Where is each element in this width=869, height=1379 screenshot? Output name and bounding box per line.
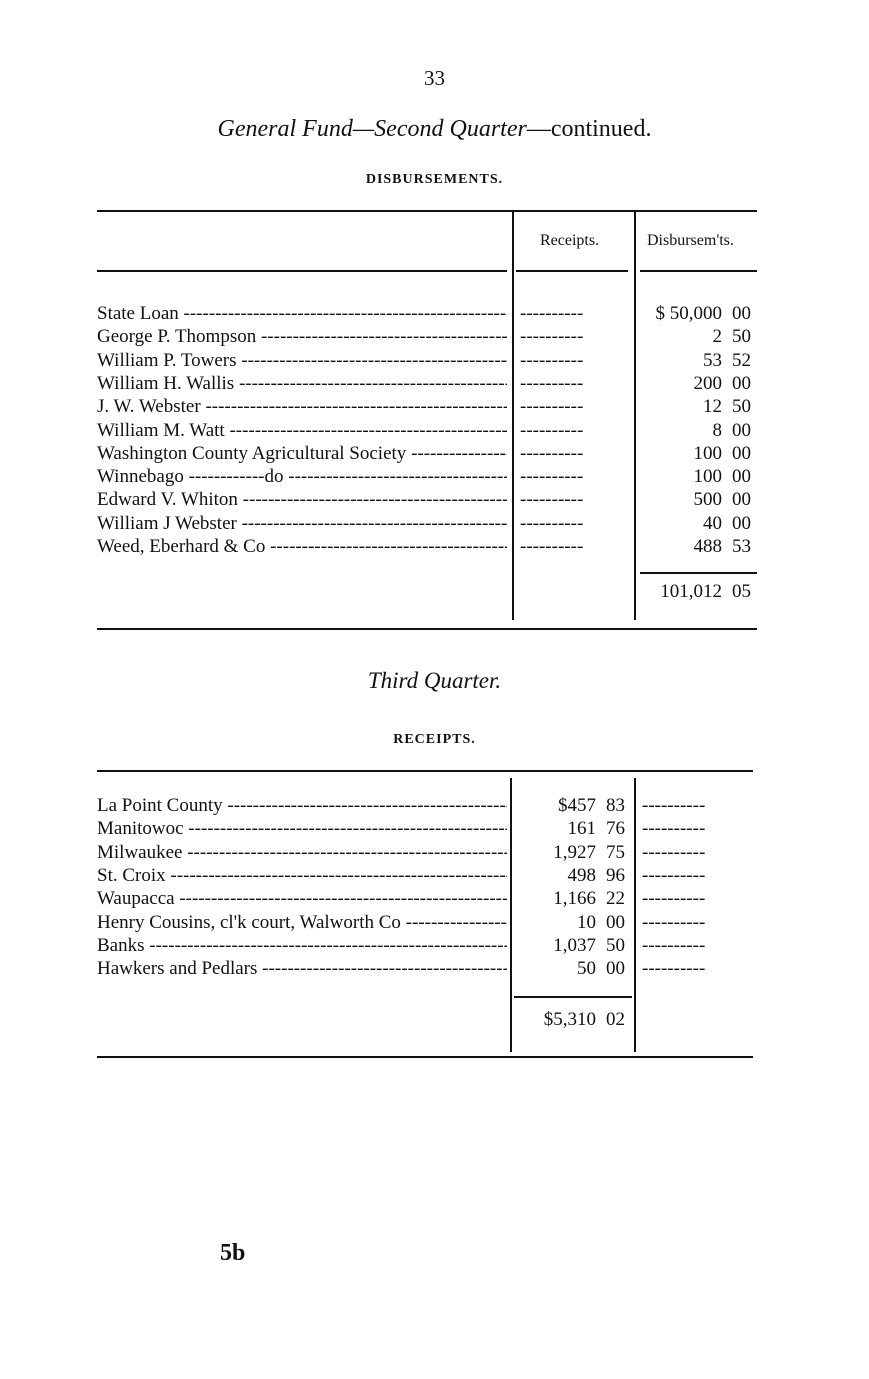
disbursements-total-row bbox=[0, 580, 869, 603]
amount-cents: 76 bbox=[606, 818, 625, 840]
amount-cents: 22 bbox=[606, 888, 625, 910]
table2-top-rule bbox=[97, 770, 753, 772]
receipts-dash-cell: ---------- bbox=[520, 442, 584, 464]
amount-dollars: 488 bbox=[693, 536, 722, 557]
amount-cents: 00 bbox=[732, 442, 751, 464]
heading-italic: General Fund—Second Quarter bbox=[217, 116, 527, 142]
receipts-dash-cell: ---------- bbox=[520, 349, 584, 371]
receipts-label: RECEIPTS. bbox=[393, 732, 476, 747]
receipt-row bbox=[0, 864, 869, 887]
amount-dollars: 100 bbox=[693, 466, 722, 488]
receipts-dash-cell: ---------- bbox=[520, 396, 584, 418]
amount-dollars: 40 bbox=[703, 512, 722, 534]
disbursement-row bbox=[0, 372, 869, 395]
amount-dollars: 53 bbox=[703, 349, 722, 371]
source-name: Milwaukee ----- bbox=[97, 841, 507, 864]
disbursements-dash-cell: ---------- bbox=[642, 818, 706, 840]
amount-cents: 52 bbox=[732, 349, 751, 371]
disbursements-dash-cell: ---------- bbox=[642, 841, 706, 863]
amount-dollars: 1,037 bbox=[553, 934, 596, 956]
disbursement-row bbox=[0, 512, 869, 535]
amount-cents: 00 bbox=[732, 489, 751, 511]
disbursements-dash-cell: ---------- bbox=[642, 864, 706, 886]
amount-cents: 75 bbox=[606, 841, 625, 863]
amount-cents: 83 bbox=[606, 795, 625, 816]
payee-name: Edward V. Whiton ----- bbox=[97, 488, 507, 511]
source-name: Hawkers and Pedlars ----- bbox=[97, 957, 507, 980]
disbursement-row bbox=[0, 488, 869, 511]
amount-cents: 00 bbox=[732, 512, 751, 534]
disbursement-row bbox=[0, 465, 869, 488]
payee-name: J. W. Webster ----- bbox=[97, 395, 507, 418]
receipts-dash-cell: ---------- bbox=[520, 466, 584, 488]
col-disbursements-header: Disbursem'ts. bbox=[647, 232, 734, 249]
amount-dollars: 50 bbox=[577, 958, 596, 980]
amount-cents: 00 bbox=[732, 372, 751, 394]
disbursements-label: DISBURSEMENTS. bbox=[365, 172, 504, 187]
source-name: Waupacca ----- bbox=[97, 887, 507, 910]
disbursement-row bbox=[0, 442, 869, 465]
page-number: 33 bbox=[424, 66, 445, 90]
receipts-dash-cell: ---------- bbox=[520, 489, 584, 511]
payee-name: Washington County Agricultural Society ----- bbox=[97, 442, 507, 465]
payee-name: State Loan ----- bbox=[97, 302, 507, 325]
amount-cents: 50 bbox=[606, 934, 625, 956]
receipt-row bbox=[0, 817, 869, 840]
col-receipts-header: Receipts. bbox=[540, 232, 600, 249]
payee-name: William H. Wallis ----- bbox=[97, 372, 507, 395]
receipts-dash-cell: ---------- bbox=[520, 303, 584, 324]
receipts-dash-cell: ---------- bbox=[520, 326, 584, 348]
disbursements-dash-cell: ---------- bbox=[642, 958, 706, 980]
page-heading bbox=[0, 116, 869, 143]
payee-name: Weed, Eberhard & Co ----- bbox=[97, 535, 507, 558]
disbursements-total-cents: 05 bbox=[732, 581, 751, 602]
amount-dollars: $457 bbox=[558, 795, 596, 816]
receipts-dash-cell: ---------- bbox=[520, 419, 584, 441]
disbursements-dash-cell: ---------- bbox=[642, 934, 706, 956]
receipts-total-dollars: $5,310 bbox=[543, 1009, 596, 1030]
signature-mark: 5b bbox=[220, 1240, 246, 1266]
table1-top-rule bbox=[97, 210, 757, 212]
third-quarter-title: Third Quarter. bbox=[367, 668, 502, 693]
amount-dollars: 498 bbox=[567, 864, 596, 886]
amount-cents: 00 bbox=[606, 911, 625, 933]
table1-bottom-rule bbox=[97, 628, 757, 630]
receipts-dash-cell: ---------- bbox=[520, 536, 584, 557]
table2-total-rule bbox=[514, 996, 632, 998]
amount-cents: 00 bbox=[732, 466, 751, 488]
amount-dollars: 1,166 bbox=[553, 888, 596, 910]
table1-header-rule-mid bbox=[516, 270, 628, 272]
disbursement-row bbox=[0, 419, 869, 442]
receipt-row bbox=[0, 957, 869, 980]
receipts-dash-cell: ---------- bbox=[520, 372, 584, 394]
source-name: La Point County ----- bbox=[97, 794, 507, 817]
disbursements-dash-cell: ---------- bbox=[642, 795, 706, 816]
disbursements-dash-cell: ---------- bbox=[642, 888, 706, 910]
table1-header-rule-right bbox=[640, 270, 757, 272]
disbursement-row bbox=[0, 302, 869, 325]
receipt-row bbox=[0, 887, 869, 910]
disbursement-row bbox=[0, 395, 869, 418]
amount-dollars: 161 bbox=[567, 818, 596, 840]
receipts-total-cents: 02 bbox=[606, 1009, 625, 1030]
disbursement-row bbox=[0, 535, 869, 558]
amount-dollars: 10 bbox=[577, 911, 596, 933]
source-name: Henry Cousins, cl'k court, Walworth Co ----- bbox=[97, 911, 507, 934]
amount-dollars: $ 50,000 bbox=[655, 303, 722, 324]
amount-cents: 53 bbox=[732, 536, 751, 557]
amount-dollars: 200 bbox=[693, 372, 722, 394]
amount-dollars: 1,927 bbox=[553, 841, 596, 863]
payee-name: Winnebago ------------do ----- bbox=[97, 465, 507, 488]
receipts-dash-cell: ---------- bbox=[520, 512, 584, 534]
amount-cents: 00 bbox=[732, 303, 751, 324]
receipt-row bbox=[0, 794, 869, 817]
amount-cents: 50 bbox=[732, 396, 751, 418]
amount-cents: 00 bbox=[606, 958, 625, 980]
disbursement-row bbox=[0, 349, 869, 372]
amount-cents: 00 bbox=[732, 419, 751, 441]
source-name: Manitowoc ----- bbox=[97, 817, 507, 840]
receipt-row bbox=[0, 911, 869, 934]
source-name: Banks ----- bbox=[97, 934, 507, 957]
table1-total-rule bbox=[640, 572, 757, 574]
disbursements-dash-cell: ---------- bbox=[642, 911, 706, 933]
payee-name: William P. Towers ----- bbox=[97, 349, 507, 372]
table1-header-rule-left bbox=[97, 270, 507, 272]
payee-name: William J Webster ----- bbox=[97, 512, 507, 535]
table2-bottom-rule bbox=[97, 1056, 753, 1058]
amount-dollars: 12 bbox=[703, 396, 722, 418]
disbursement-row bbox=[0, 325, 869, 348]
receipt-row bbox=[0, 934, 869, 957]
amount-dollars: 2 bbox=[712, 326, 722, 348]
receipts-total-row bbox=[0, 1008, 869, 1031]
heading-plain: —continued. bbox=[526, 116, 652, 142]
disbursements-total-dollars: 101,012 bbox=[660, 581, 722, 602]
amount-cents: 96 bbox=[606, 864, 625, 886]
amount-dollars: 8 bbox=[712, 419, 722, 441]
receipt-row bbox=[0, 841, 869, 864]
payee-name: William M. Watt ----- bbox=[97, 419, 507, 442]
payee-name: George P. Thompson ----- bbox=[97, 325, 507, 348]
amount-cents: 50 bbox=[732, 326, 751, 348]
amount-dollars: 100 bbox=[693, 442, 722, 464]
amount-dollars: 500 bbox=[693, 489, 722, 511]
source-name: St. Croix ----- bbox=[97, 864, 507, 887]
